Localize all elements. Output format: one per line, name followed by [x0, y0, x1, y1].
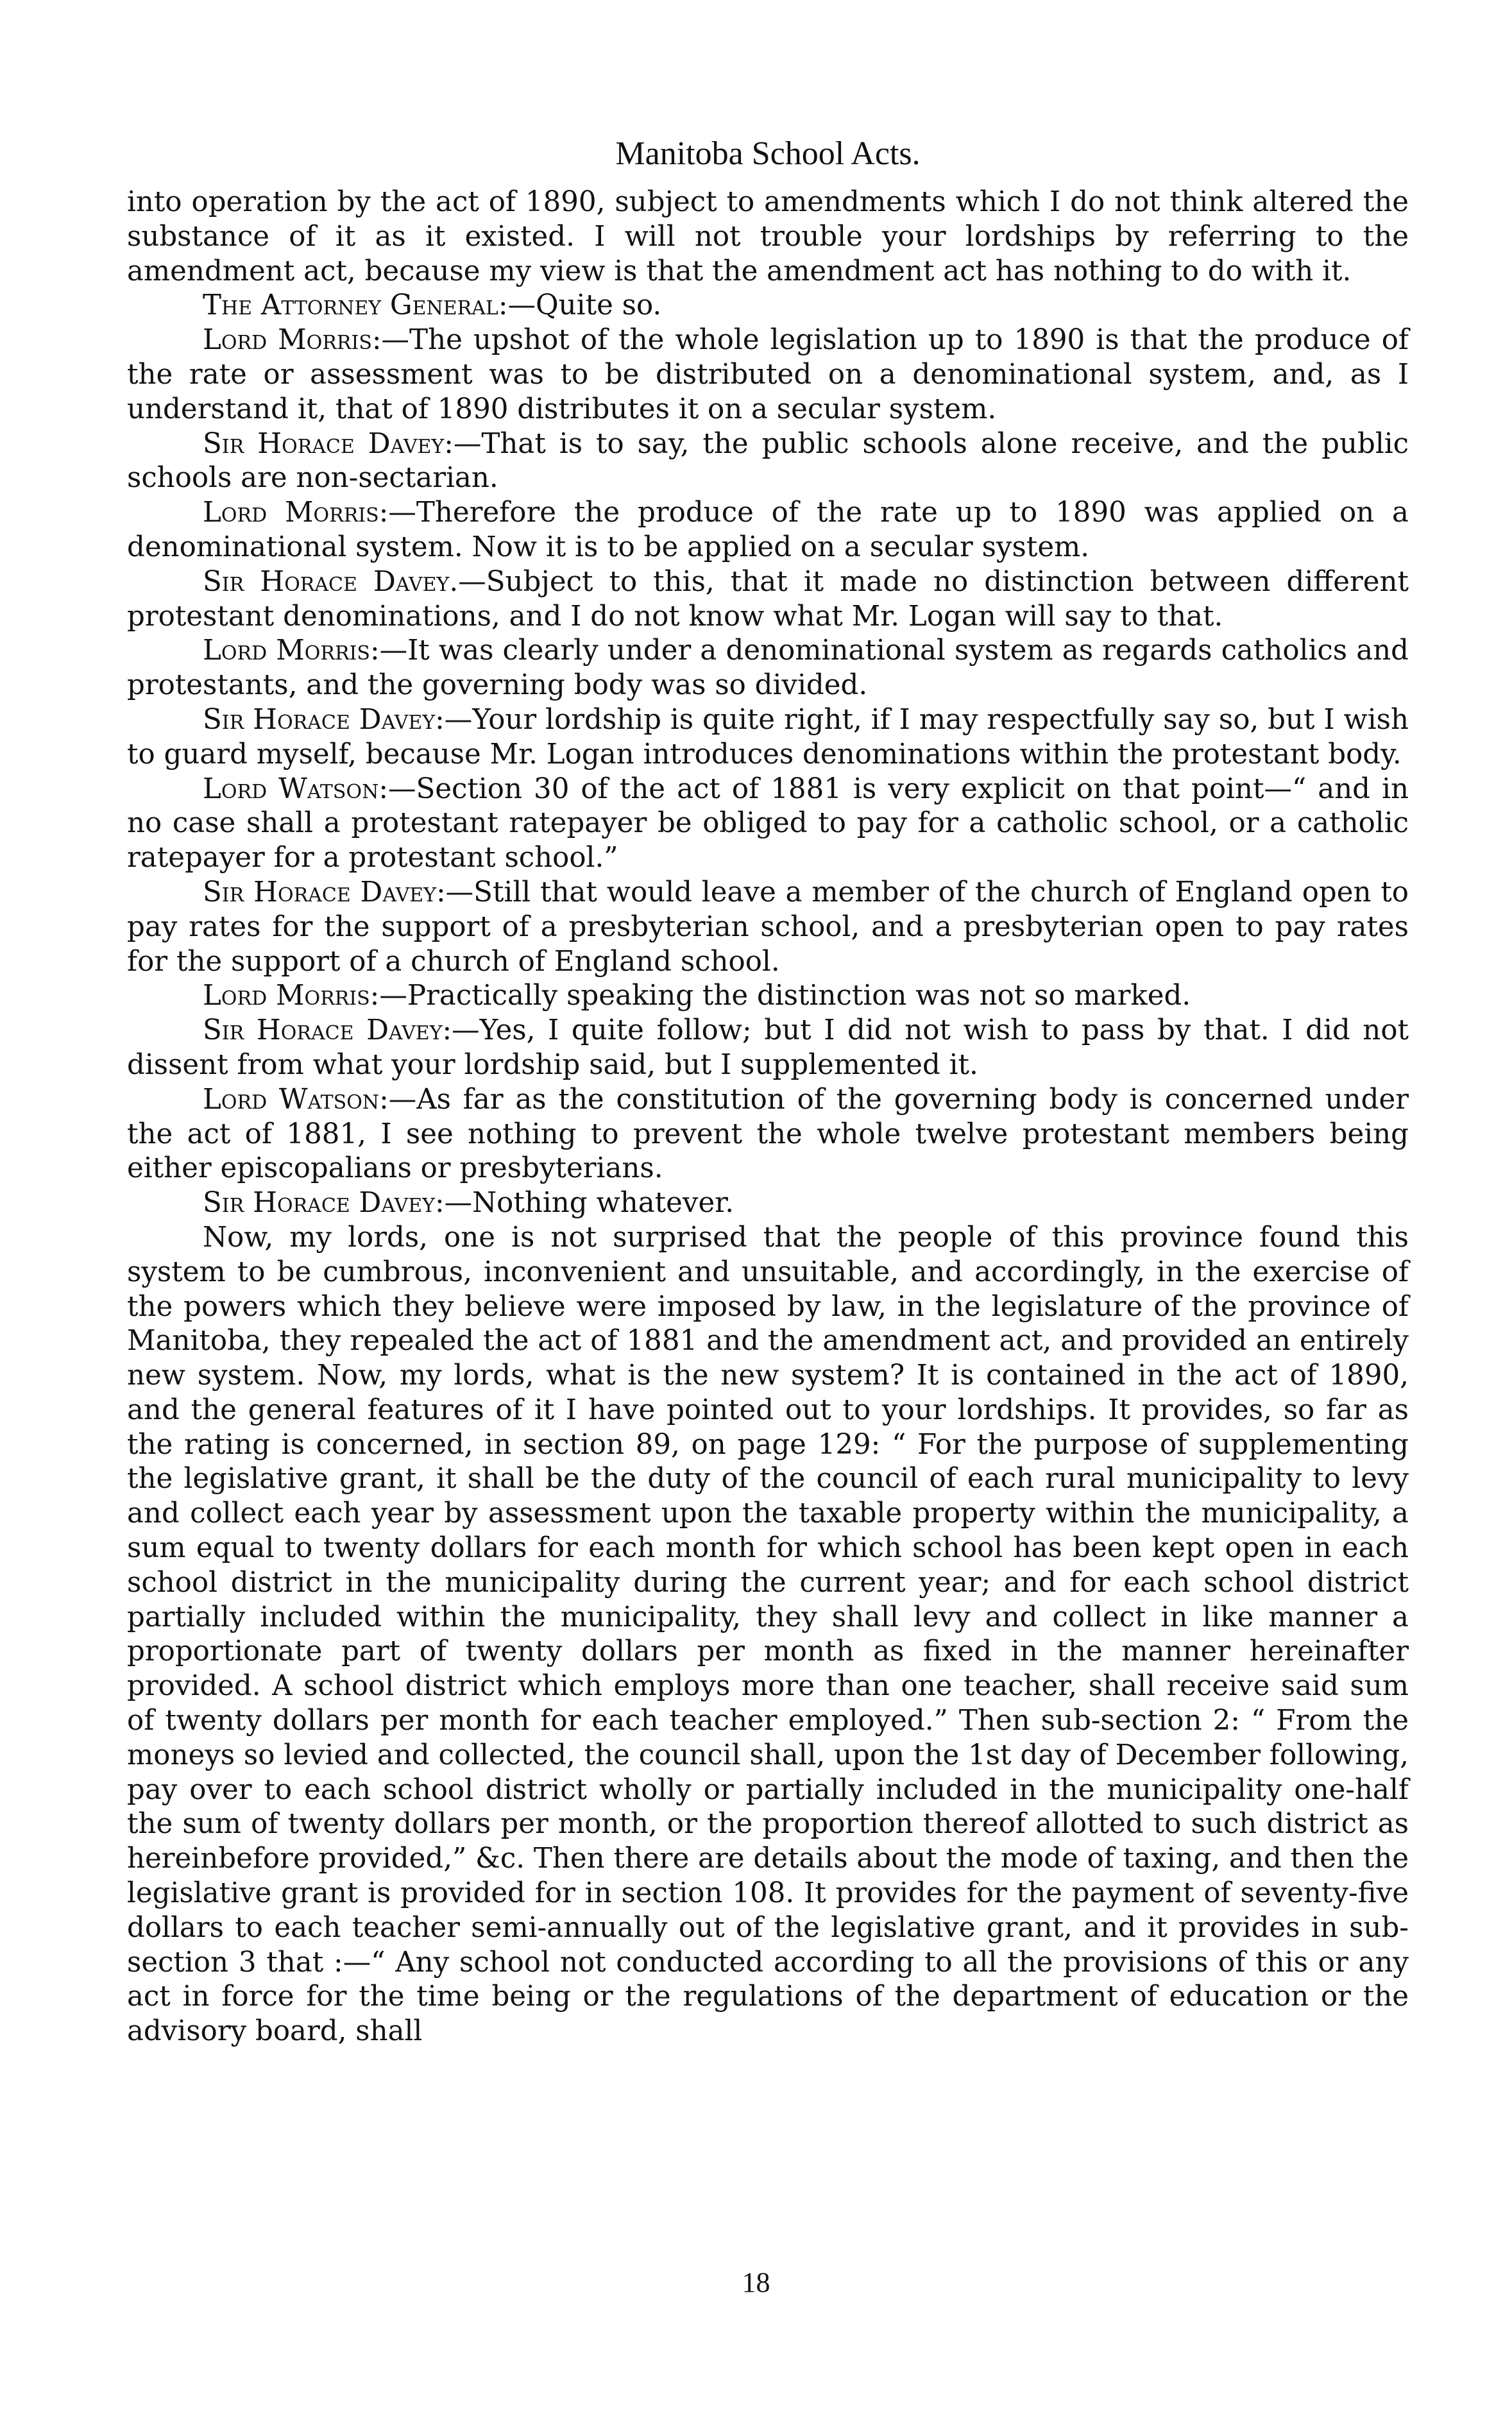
speaker-name: Sir Horace Davey	[203, 1014, 443, 1047]
paragraph	[127, 496, 1409, 565]
page-number: 18	[742, 2267, 770, 2298]
paragraph	[127, 703, 1409, 772]
paragraph-text: :—Your lordship is quite right, if I may respectfully say so, but I wish to guard myself, because Mr. Logan introduces denominations within the protestant body.	[127, 703, 1409, 771]
paragraph	[127, 185, 1409, 289]
paragraph-text: —Subject to this, that it made no distinction between different protestant denominations, and I do not know what Mr. Logan will say to that.	[127, 565, 1409, 633]
paragraph-text: :—Quite so.	[498, 289, 662, 322]
document-page	[127, 132, 1409, 2049]
paragraph	[127, 323, 1409, 427]
speaker-name: Lord Watson	[203, 772, 379, 805]
paragraph	[127, 634, 1409, 703]
speaker-name: Lord Morris	[203, 497, 379, 529]
speaker-name: Lord Watson	[203, 1083, 380, 1116]
paragraph	[127, 772, 1409, 876]
paragraph-text: :—Nothing whatever.	[434, 1187, 735, 1220]
body-text	[127, 185, 1409, 2049]
paragraph-text: :—Still that would leave a member of the church of England open to pay rates for the support of a presbyterian school, and a presbyterian open to pay rates for the support of a church of England school.	[127, 876, 1409, 978]
speaker-name: Lord Morris	[203, 635, 370, 667]
speaker-name: Sir Horace Davey.	[203, 565, 459, 598]
page-title: Manitoba School Acts.	[615, 135, 921, 172]
paragraph-text: :—Section 30 of the act of 1881 is very explicit on that point—“ and in no case shall a protestant ratepayer be obliged to pay for a catholic school, or a catholic ratepayer for a protestant school.”	[127, 772, 1409, 874]
speaker-name: Sir Horace Davey	[203, 703, 436, 736]
paragraph-text: :—That is to say, the public schools alone receive, and the public schools are non-sectarian.	[127, 427, 1409, 495]
paragraph	[127, 876, 1409, 979]
paragraph-text: :—Therefore the produce of the rate up to 1890 was applied on a denominational system. Now it is to be applied on a secular system.	[127, 497, 1409, 563]
paragraph	[127, 1221, 1409, 2049]
speaker-name: Lord Morris	[203, 980, 370, 1012]
paragraph-text: into operation by the act of 1890, subject to amendments which I do not think altered the substance of it as it existed. I will not trouble your lordships by referring to the amendment act, because my view is that the amendment act has nothing to do with it.	[127, 186, 1409, 287]
paragraph	[127, 427, 1409, 497]
paragraph-text: :—It was clearly under a denominational system as regards catholics and protestants, and the governing body was so divided.	[127, 635, 1409, 702]
paragraph-text: :—Practically speaking the distinction was not so marked.	[370, 980, 1191, 1012]
paragraph	[127, 565, 1409, 635]
paragraph-text: :—Yes, I quite follow; but I did not wish to pass by that. I did not dissent from what your lordship said, but I supplemented it.	[127, 1014, 1409, 1081]
paragraph-text: :—The upshot of the whole legislation up to 1890 is that the produce of the rate or assessment was to be distributed on a denominational system, and, as I understand it, that of 1890 distributes it on a secular system.	[127, 324, 1409, 425]
paragraph-text: Now, my lords, one is not surprised that the people of this province found this system to be cumbrous, inconvenient and unsuitable, and accordingly, in the exercise of the powers which they believe were imposed by law, in the legislature of the province of Manitoba, they repealed the act of 1881 and the amendment act, and provided an entirely new system. Now, my lords, what is the new system? It is contained in the act of 1890, and the general features of it I have pointed out to your lordships. It provides, so far as the rating is concerned, in section 89, on page 129: “ For the purpose of supplementing the legislative grant, it shall be the duty of the council of each rural municipality to levy and collect each year by assessment upon the taxable property within the municipality, a sum equal to twenty dollars for each month for which school has been kept open in each school district in the municipality during the current year; and for each school district partially included within the municipality, they shall levy and collect in like manner a proportionate part of twenty dollars per month as fixed in the manner hereinafter provided. A school district which employs more than one teacher, shall receive said sum of twenty dollars per month for each teacher employed.” Then sub-section 2: “ From the moneys so levied and collected, the council shall, upon the 1st day of December following, pay over to each school district wholly or partially included in the municipality one-half the sum of twenty dollars per month, or the proportion thereof allotted to such district as hereinbefore provided,” &c. Then there are details about the mode of taxing, and then the legislative grant is provided for in section 108. It provides for the payment of seventy-five dollars to each teacher semi-annually out of the legislative grant, and it provides in sub-section 3 that :—“ Any school not conducted according to all the provisions of this or any act in force for the time being or the regulations of the department of education or the advisory board, shall	[127, 1221, 1409, 2048]
paragraph	[127, 1014, 1409, 1083]
speaker-name: The Attorney General	[203, 289, 498, 322]
speaker-name: Lord Morris	[203, 324, 372, 357]
paragraph	[127, 289, 1409, 323]
paragraph	[127, 979, 1409, 1014]
speaker-name: Sir Horace Davey	[203, 427, 445, 460]
paragraph	[127, 1083, 1409, 1186]
speaker-name: Sir Horace Davey	[203, 876, 436, 908]
paragraph	[127, 1186, 1409, 1221]
paragraph-text: :—As far as the constitution of the governing body is concerned under the act of 1881, I see nothing to prevent the whole twelve protestant members being either episcopalians or presbyterians.	[127, 1083, 1409, 1185]
speaker-name: Sir Horace Davey	[203, 1187, 435, 1220]
